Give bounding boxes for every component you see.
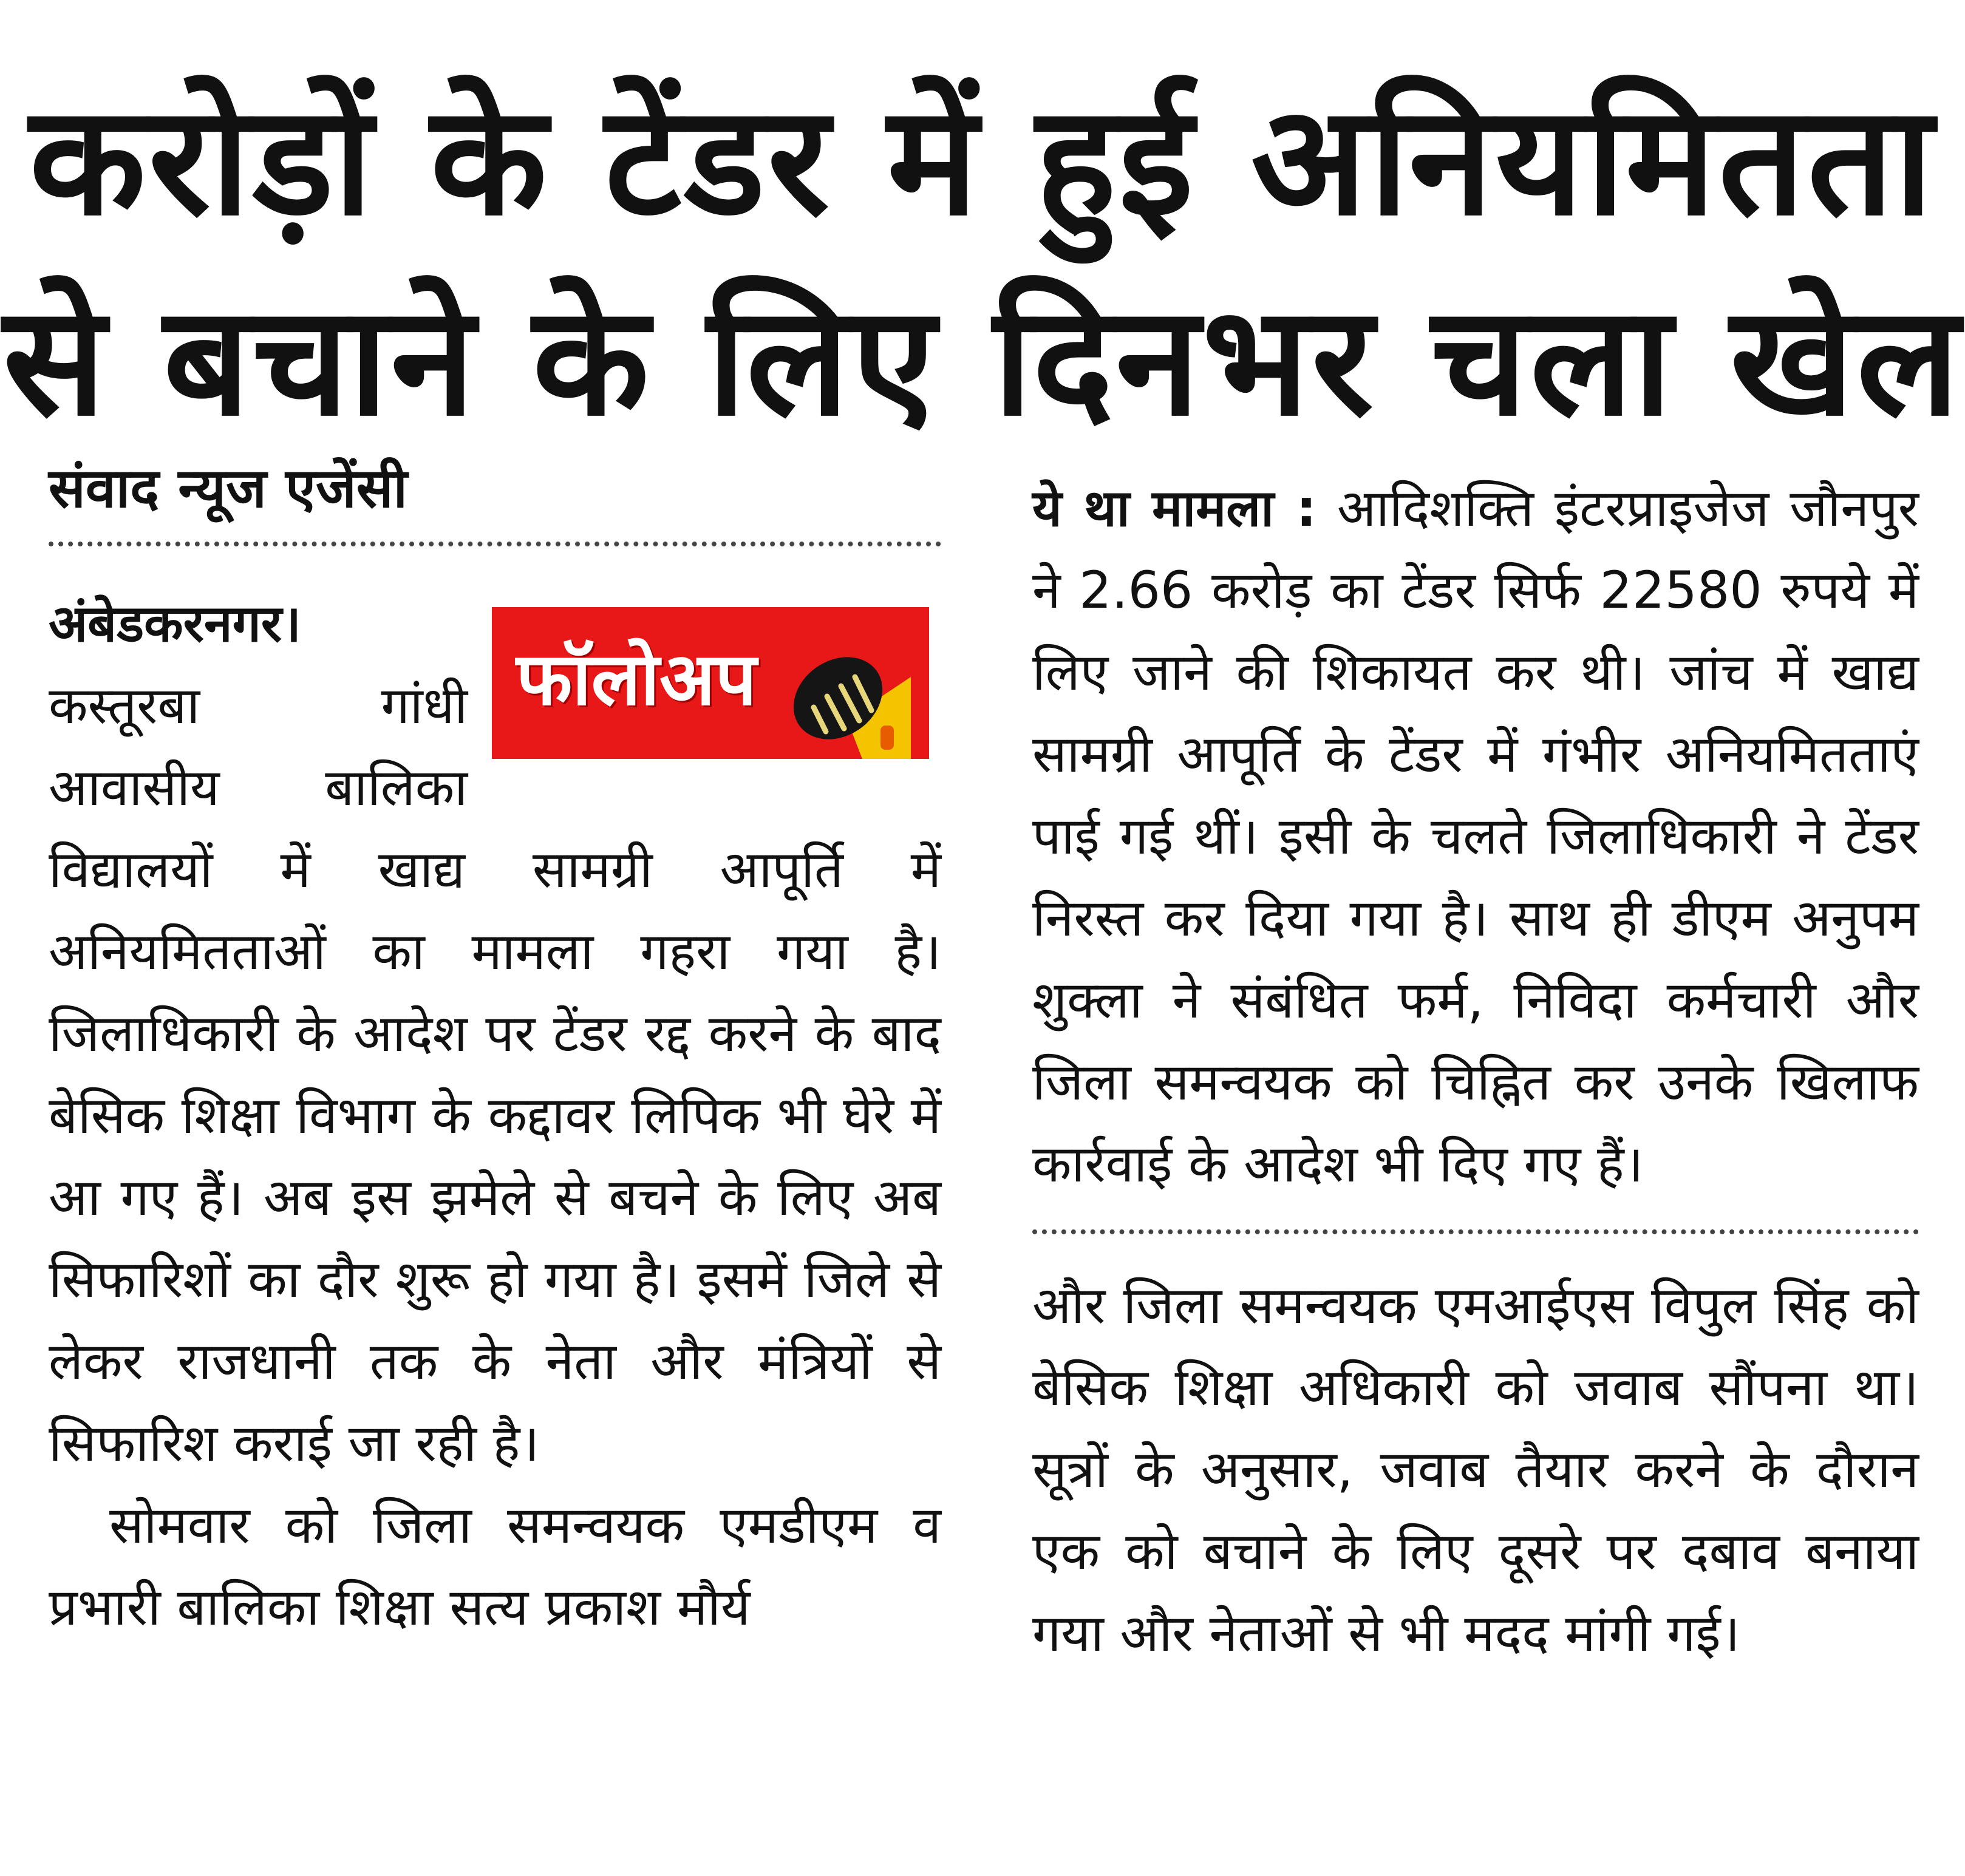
microphone-icon [789,653,911,759]
continuation-paragraph: और जिला समन्वयक एमआईएस विपुल सिंह को बेसिक शिक्षा अधिकारी को जवाब सौंपना था। सूत्रों के अनुसार, जवाब तैयार करने के दौरान एक को बचाने के लिए दूसरे पर दबाव बनाया गया और नेताओं से भी मदद मांगी गई। [1032,1276,1919,1663]
headline [0,61,1965,461]
background-box-text: आदिशक्ति इंटरप्राइजेज जौनपुर ने 2.66 करोड़ का टेंडर सिर्फ 22580 रुपये में लिए जाने की शिकायत कर थी। जांच में खाद्य सामग्री आपूर्ति के टेंडर में गंभीर अनियमितताएं पाई गई थीं। इसी के चलते जिलाधिकारी ने टेंडर निरस्त कर दिया गया है। साथ ही डीएम अनुपम शुक्ला ने संबंधित फर्म, निविदा कर्मचारी और जिला समन्वयक को चिह्नित कर उनके खिलाफ कार्रवाई के आदेश भी दिए गए हैं। [1032,478,1919,1194]
headline-line-2: से बचाने के लिए दिनभर चला खेल [3,273,1962,449]
right-column-divider [1032,1229,1919,1234]
dateline: अंबेडकरनगर। [49,594,302,653]
headline-line-1: करोड़ों के टेंडर में हुई अनियमितता [29,72,1936,249]
byline-divider [49,542,941,546]
right-column [1032,467,1919,1674]
left-column [49,449,941,1648]
lead-paragraph-text: कस्तूरबा गांधी आवासीय बालिका विद्यालयों में खाद्य सामग्री आपूर्ति में अनियमितताओं का मामला गहरा गया है। जिलाधिकारी के आदेश पर टेंडर रद्द करने के बाद बेसिक शिक्षा विभाग के कद्दावर लिपिक भी घेरे में आ गए हैं। अब इस झमेले से बचने के लिए अब सिफारिशों का दौर शुरू हो गया है। इसमें जिले से लेकर राजधानी तक के नेता और मंत्रियों से सिफारिश कराई जा रही है। [49,676,941,1473]
background-box [1032,467,1919,1205]
background-box-label: ये था मामला : [1032,478,1317,538]
followup-label: फॉलोअप [516,637,757,722]
followup-badge [492,607,929,759]
second-paragraph: सोमवार को जिला समन्वयक एमडीएम व प्रभारी बालिका शिक्षा सत्य प्रकाश मौर्य [49,1495,941,1637]
byline: संवाद न्यूज एजेंसी [49,457,407,520]
followup-badge-wrap [492,607,941,789]
